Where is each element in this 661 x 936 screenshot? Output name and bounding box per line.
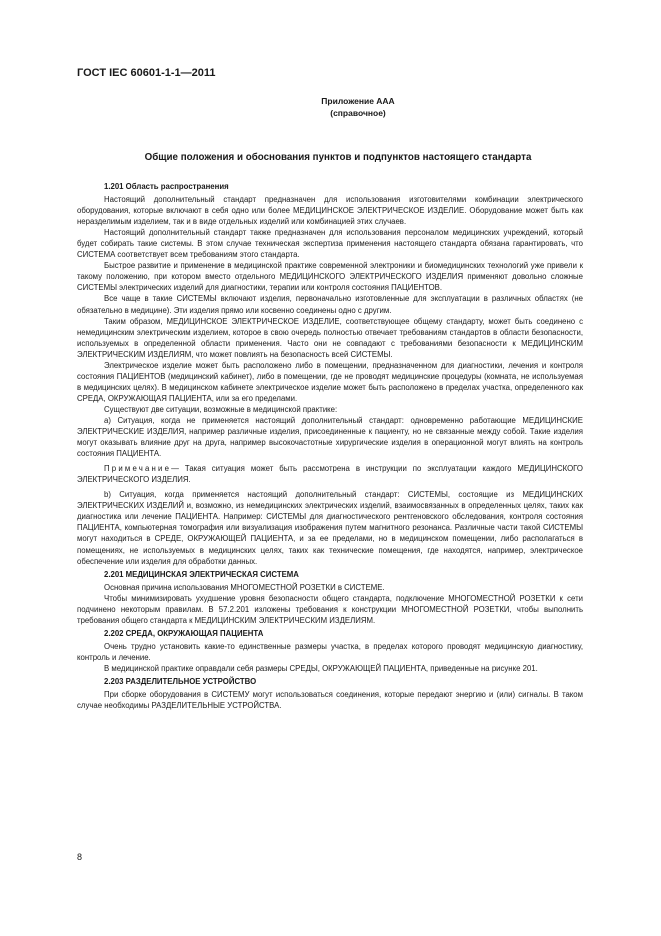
- page-number: 8: [77, 852, 83, 862]
- appendix-subtitle: (справочное): [330, 107, 386, 118]
- main-title: Общие положения и обоснования пунктов и подпунктов настоящего стандарта: [144, 152, 532, 163]
- section-2-202-heading: 2.202 СРЕДА, ОКРУЖАЮЩАЯ ПАЦИЕНТА: [104, 628, 264, 638]
- paragraph: Настоящий дополнительный стандарт также предназначен для использования персоналом медицинских учреждений, который будет собирать такие системы. В этом случае техническая экспертиза применения настоящего стандарта обязана гарантировать, что СИСТЕМА соответствует всем требованиям этого стандарта.: [77, 228, 583, 260]
- note-text: — Такая ситуация может быть рассмотрена в инструкции по эксплуатации каждого МЕДИЦИНСКОГО ЭЛЕКТРИЧЕСКОГО ИЗДЕЛИЯ.: [77, 464, 583, 485]
- paragraph: Основная причина использования МНОГОМЕСТНОЙ РОЗЕТКИ в СИСТЕМЕ.: [104, 582, 385, 592]
- paragraph: Все чаще в такие СИСТЕМЫ включают изделия, первоначально изготовленные для эксплуатации в различных областях (не обязательно в медицине). Эти изделия прямо или косвенно соединены одно с другим.: [77, 294, 583, 315]
- section-2-203-heading: 2.203 РАЗДЕЛИТЕЛЬНОЕ УСТРОЙСТВО: [104, 677, 257, 687]
- appendix-heading: [55, 96, 661, 119]
- paragraph: Существуют две ситуации, возможные в медицинской практике:: [104, 404, 338, 414]
- standard-header: ГОСТ IEC 60601-1-1—2011: [77, 67, 216, 79]
- paragraph: Таким образом, МЕДИЦИНСКОЕ ЭЛЕКТРИЧЕСКОЕ ИЗДЕЛИЕ, соответствующее общему стандарту, может быть соединено с немедицинским электрическим изделием, которое в свою очередь полностью отвечает требованиям стандартов в области безопасности, используемых в определенной области применения. Часто они не совпадают с требованиями безопасности к МЕДИЦИНСКИМ ЭЛЕКТРИЧЕСКИМ ИЗДЕЛИЯМ, что может повлиять на безопасность всей СИСТЕМЫ.: [77, 316, 583, 359]
- appendix-title: Приложение ААА: [321, 96, 395, 106]
- paragraph: Чтобы минимизировать ухудшение уровня безопасности общего стандарта, подключение МНОГОМЕСТНОЙ РОЗЕТКИ к сети подчинено некоторым правилам. В 57.2.201 изложены требования к конструкции МНОГОМЕСТНОЙ РОЗЕТКИ, чтобы выполнить требования общего стандарта к МЕДИЦИНСКИМ ЭЛЕКТРИЧЕСКИМ ИЗДЕЛИЯМ.: [77, 593, 583, 625]
- note-label: Примечание: [104, 464, 172, 474]
- paragraph: Электрическое изделие может быть расположено либо в помещении, предназначенном для диагностики, лечения и контроля состояния ПАЦИЕНТОВ (медицинский кабинет), либо в помещении, где не проводят медицинские процедуры (комната, не используемая в медицинских целях). В медицинском кабинете электрическое изделие может быть расположено в пределах участка, определенного как СРЕДА, ОКРУЖАЮЩАЯ ПАЦИЕНТА, или за его пределами.: [77, 360, 583, 403]
- paragraph: Быстрое развитие и применение в медицинской практике современной электроники и биомедицинских технологий уже привели к такому положению, при котором вместо отдельного МЕДИЦИНСКОГО ЭЛЕКТРИЧЕСКОГО ИЗДЕЛИЯ применяют довольно сложные СИСТЕМЫ электрических изделий для диагностики, терапии или контроля состояния ПАЦИЕНТОВ.: [77, 261, 583, 293]
- paragraph: Очень трудно установить какие-то единственные размеры участка, в пределах которого проводят медицинскую диагностику, контроль и лечение.: [77, 641, 583, 662]
- paragraph: Настоящий дополнительный стандарт предназначен для использования изготовителями комбинации электрического оборудования, которые включают в себя одно или более МЕДИЦИНСКОЕ ЭЛЕКТРИЧЕСКОЕ ИЗДЕЛИЕ. Оборудование может быть как неразделимым изделием, так и в виде отдельных изделий или комбинацией этих случаев.: [77, 195, 583, 227]
- paragraph: В медицинской практике оправдали себя размеры СРЕДЫ, ОКРУЖАЮЩЕЙ ПАЦИЕНТА, приведенные на рисунке 201.: [104, 663, 538, 673]
- section-1-201-heading: 1.201 Область распространения: [104, 182, 229, 191]
- note: [77, 463, 583, 485]
- document-body: [77, 181, 583, 711]
- paragraph: а) Ситуация, когда не применяется настоящий дополнительный стандарт: одновременно работающие МЕДИЦИНСКИЕ ЭЛЕКТРИЧЕСКИЕ ИЗДЕЛИЯ, например различные изделия, присоединенные к пациенту, но не связанные между собой. Такие изделия могут оказывать влияние друг на друга, например высокочастотные хирургические изделия в операционной могут влиять на контроль состояния ПАЦИЕНТА.: [77, 415, 583, 459]
- section-2-201-heading: 2.201 МЕДИЦИНСКАЯ ЭЛЕКТРИЧЕСКАЯ СИСТЕМА: [104, 569, 299, 579]
- paragraph: b) Ситуация, когда применяется настоящий дополнительный стандарт: СИСТЕМЫ, состоящие из МЕДИЦИНСКИХ ЭЛЕКТРИЧЕСКИХ ИЗДЕЛИЙ и, возможно, из немедицинских электрических изделий, взаимосвязанных в определенных целях, таких как диагностика или лечение ПАЦИЕНТА. Например: СИСТЕМЫ для диагностического рентгеновского обследования, контроля состояния ПАЦИЕНТА, компьютерная томография или визуализация изображения путем магнитного резонанса. Различные части такой СИСТЕМЫ могут находиться в СРЕДЕ, ОКРУЖАЮЩЕЙ ПАЦИЕНТА, и за ее пределами, но в медицинском помещении, либо располагаться в помещениях, не используемых в медицинских целях, таких как технические помещения, где находятся, например, электрическое обеспечение или изделия для обработки данных.: [77, 490, 583, 566]
- paragraph: При сборке оборудования в СИСТЕМУ могут использоваться соединения, которые передают энергию и (или) сигналы. В таком случае необходимы РАЗДЕЛИТЕЛЬНЫЕ УСТРОЙСТВА.: [77, 690, 583, 711]
